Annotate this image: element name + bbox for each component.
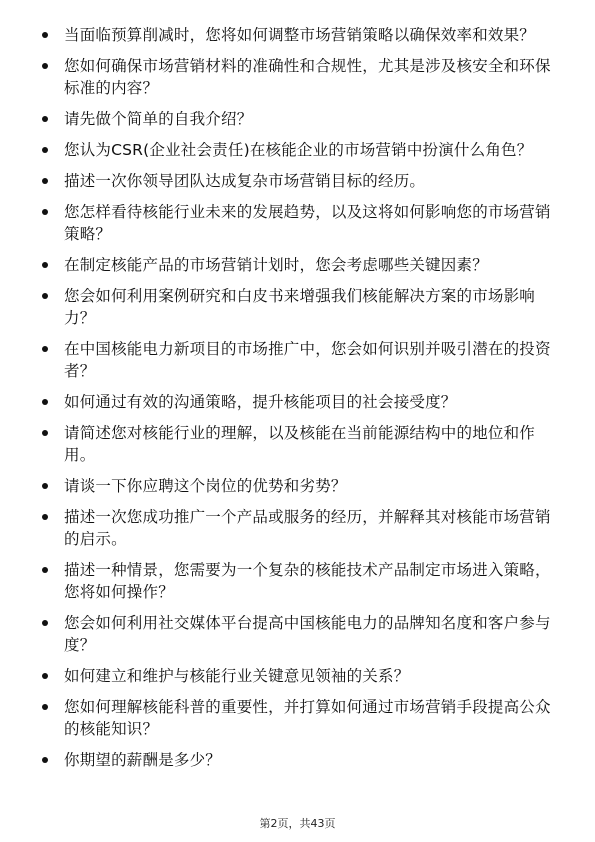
- question-text: 您认为CSR(企业社会责任)在核能企业的市场营销中扮演什么角色？: [64, 141, 533, 159]
- question-item: [40, 170, 560, 192]
- question-item: [40, 55, 560, 99]
- question-item: [40, 612, 560, 656]
- page-number: 第2页，共43页: [259, 817, 336, 830]
- question-text: 当面临预算削减时，您将如何调整市场营销策略以确保效率和效果？: [64, 26, 536, 44]
- question-text: 您如何理解核能科普的重要性，并打算如何通过市场营销手段提高公众的核能知识？: [64, 698, 551, 738]
- bullet-icon: [42, 567, 48, 573]
- bullet-icon: [42, 704, 48, 710]
- question-text: 在制定核能产品的市场营销计划时，您会考虑哪些关键因素？: [64, 256, 488, 274]
- bullet-icon: [42, 147, 48, 153]
- bullet-icon: [42, 399, 48, 405]
- question-item: [40, 338, 560, 382]
- question-item: [40, 422, 560, 466]
- bullet-icon: [42, 346, 48, 352]
- question-text: 您如何确保市场营销材料的准确性和合规性，尤其是涉及核安全和环保标准的内容？: [64, 57, 551, 97]
- question-item: [40, 285, 560, 329]
- question-text: 描述一种情景，您需要为一个复杂的核能技术产品制定市场进入策略，您将如何操作？: [64, 561, 551, 601]
- bullet-icon: [42, 757, 48, 763]
- question-list: [40, 24, 560, 780]
- question-item: [40, 559, 560, 603]
- question-item: [40, 254, 560, 276]
- question-item: [40, 475, 560, 497]
- question-text: 描述一次您成功推广一个产品或服务的经历，并解释其对核能市场营销的启示。: [64, 508, 551, 548]
- bullet-icon: [42, 32, 48, 38]
- question-text: 如何建立和维护与核能行业关键意见领袖的关系？: [64, 667, 410, 685]
- question-item: [40, 506, 560, 550]
- bullet-icon: [42, 620, 48, 626]
- question-item: [40, 391, 560, 413]
- bullet-icon: [42, 178, 48, 184]
- question-text: 您会如何利用社交媒体平台提高中国核能电力的品牌知名度和客户参与度？: [64, 614, 551, 654]
- question-text: 您会如何利用案例研究和白皮书来增强我们核能解决方案的市场影响力？: [64, 287, 536, 327]
- bullet-icon: [42, 209, 48, 215]
- question-text: 如何通过有效的沟通策略，提升核能项目的社会接受度？: [64, 393, 457, 411]
- question-item: [40, 749, 560, 771]
- bullet-icon: [42, 262, 48, 268]
- question-item: [40, 696, 560, 740]
- question-item: [40, 108, 560, 130]
- bullet-icon: [42, 293, 48, 299]
- question-text: 您怎样看待核能行业未来的发展趋势，以及这将如何影响您的市场营销策略？: [64, 203, 551, 243]
- question-item: [40, 201, 560, 245]
- question-item: [40, 665, 560, 687]
- question-text: 在中国核能电力新项目的市场推广中，您会如何识别并吸引潜在的投资者？: [64, 340, 551, 380]
- bullet-icon: [42, 430, 48, 436]
- question-item: [40, 24, 560, 46]
- bullet-icon: [42, 63, 48, 69]
- question-text: 请谈一下你应聘这个岗位的优势和劣势？: [64, 477, 347, 495]
- question-text: 请先做个简单的自我介绍？: [64, 110, 253, 128]
- question-text: 请简述您对核能行业的理解，以及核能在当前能源结构中的地位和作用。: [64, 424, 536, 464]
- question-item: [40, 139, 560, 161]
- bullet-icon: [42, 673, 48, 679]
- bullet-icon: [42, 514, 48, 520]
- question-text: 你期望的薪酬是多少？: [64, 751, 222, 769]
- bullet-icon: [42, 483, 48, 489]
- bullet-icon: [42, 116, 48, 122]
- question-text: 描述一次你领导团队达成复杂市场营销目标的经历。: [64, 172, 426, 190]
